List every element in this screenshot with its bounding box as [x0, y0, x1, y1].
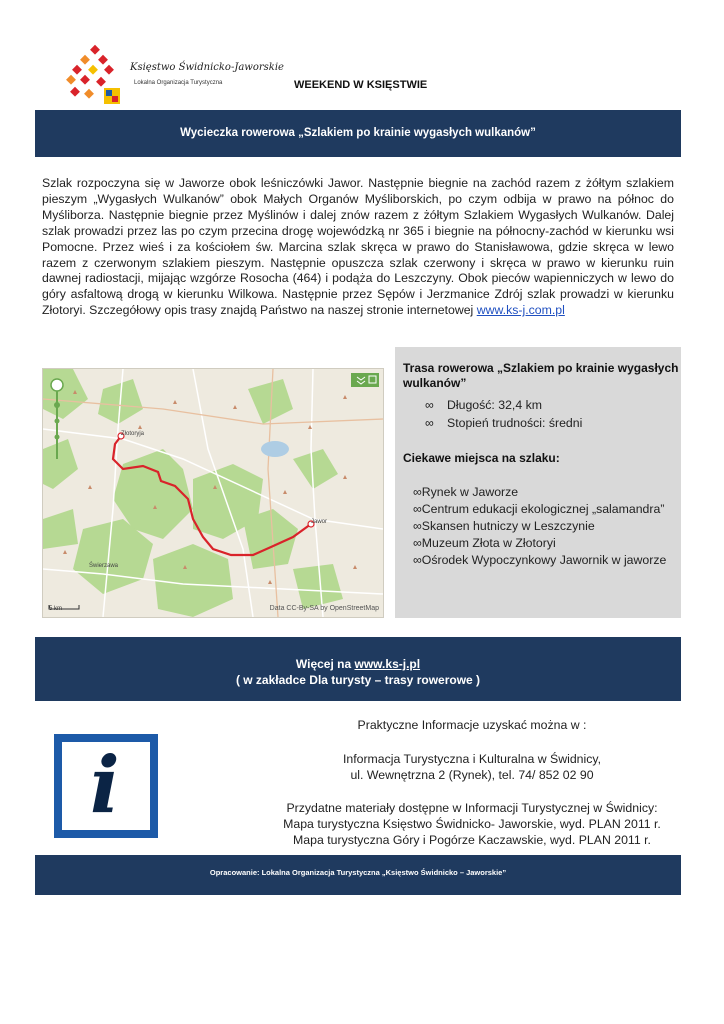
website-link[interactable]: www.ks-j.com.pl	[476, 303, 565, 318]
info-intro: Praktyczne Informacje uzyskać można w :	[357, 718, 587, 732]
place-item: ∞Muzeum Złota w Złotoryi	[413, 536, 556, 550]
bullet-icon: ∞	[413, 519, 422, 533]
places-heading: Ciekawe miejsca na szlaku:	[403, 451, 560, 465]
bullet-icon: ∞	[413, 536, 422, 550]
more-info-link[interactable]: www.ks-j.pl	[354, 657, 421, 671]
info-material: Mapa turystyczna Księstwo Świdnicko- Jaworskie, wyd. PLAN 2011 r.	[283, 817, 661, 831]
trip-title-banner	[35, 110, 681, 157]
bullet-icon: ∞	[413, 485, 422, 499]
footer	[35, 855, 681, 895]
bullet-icon: ∞	[413, 553, 422, 567]
info-materials-intro: Przydatne materiały dostępne w Informacji Turystycznej w Świdnicy:	[286, 801, 658, 815]
info-material: Mapa turystyczna Góry i Pogórze Kaczawskie, wyd. PLAN 2011 r.	[293, 833, 651, 847]
town-label: Jawor	[311, 519, 328, 525]
map-scale-label: 5 km	[49, 606, 63, 612]
more-info-note: ( w zakładce Dla turysty – trasy rowerowe )	[235, 673, 481, 687]
layers-icon	[351, 373, 379, 387]
place-item: ∞Rynek w Jaworze	[413, 485, 519, 499]
information-icon: i	[54, 734, 158, 838]
town-label: Świerzawa	[89, 563, 119, 569]
place-item: ∞Centrum edukacji ekologicznej „salamandra”	[413, 502, 665, 516]
section-title: WEEKEND W KSIĘSTWIE	[294, 79, 428, 91]
place-item: ∞Skansen hutniczy w Leszczynie	[413, 519, 595, 533]
trip-title: Wycieczka rowerowa „Szlakiem po krainie wygasłych wulkanów”	[180, 127, 536, 139]
town-label: Złotoryja	[121, 431, 145, 437]
info-office-name: Informacja Turystyczna i Kulturalna w Świdnicy,	[342, 752, 602, 766]
bullet-icon: ∞	[425, 398, 434, 412]
route-description-text: Szlak rozpoczyna się w Jaworze obok leśniczówki Jawor. Następnie biegnie na zachód razem z żółtym szlakiem pieszym „Wygasłych Wulkanów” obok Małych Organów Myśliborskich, po czym odbija w prawo na północ do Myśliborza. Następnie biegnie przez Myślinów i dalej znów razem z żółtym Szlakiem Wygasłych Wulkanów. Dalej szlak prowadzi przez las po czym przecina drogę wojewódzką nr 365 i biegnie na północny-zachód w kierunku wsi Pomocne. Przez wieś i za kościołem św. Marcina szlak skręca w prawo do Stanisławowa, gdzie skręca w lewo razem z czerwonym szlakiem pieszym. Następnie opuszcza szlak czerwony i skręca w prawo w kierunku ruin dawnej radiostacji, mijając wzgórze Rosocha (464) i podąża do Leszczyny. Obok pieców wapienniczych w lewo do góry asfaltową drogą w kierunku Wilkowa. Następnie przez Sępów i Jerzmanice Zdrój szlak prowadzi w kierunku Złotoryi. Szczegółowy opis trasy znajdą Państwo na naszej stronie internetowej	[42, 176, 674, 318]
route-map[interactable]	[42, 368, 384, 618]
bullet-icon: ∞	[425, 416, 434, 430]
footer-text: Opracowanie: Lokalna Organizacja Turystyczna „Księstwo Świdnicko – Jaworskie”	[209, 868, 507, 877]
place-item: ∞Ośrodek Wypoczynkowy Jawornik w jaworze	[413, 553, 667, 567]
route-info-box	[395, 347, 681, 618]
logo-title: Księstwo Świdnicko-Jaworskie	[130, 62, 284, 73]
more-info-banner	[35, 637, 681, 701]
lake	[261, 441, 289, 457]
route-box-title: Trasa rowerowa „Szlakiem po krainie wygasłych wulkanów”	[403, 361, 679, 390]
bullet-icon: ∞	[413, 502, 422, 516]
logo	[52, 40, 284, 110]
route-description	[42, 176, 674, 319]
more-info-line: Więcej na www.ks-j.pl	[295, 657, 421, 671]
route-fact: ∞ Stopień trudności: średni	[425, 416, 583, 430]
info-office-address: ul. Wewnętrzna 2 (Rynek), tel. 74/ 852 02 90	[350, 768, 594, 782]
map-attribution: Data CC-By-SA by OpenStreetMap	[269, 605, 379, 612]
map-canvas[interactable]	[43, 369, 383, 617]
logo-checker-emblem	[52, 40, 132, 110]
logo-subtitle: Lokalna Organizacja Turystyczna	[134, 80, 223, 86]
route-fact: ∞ Długość: 32,4 km	[425, 398, 543, 412]
